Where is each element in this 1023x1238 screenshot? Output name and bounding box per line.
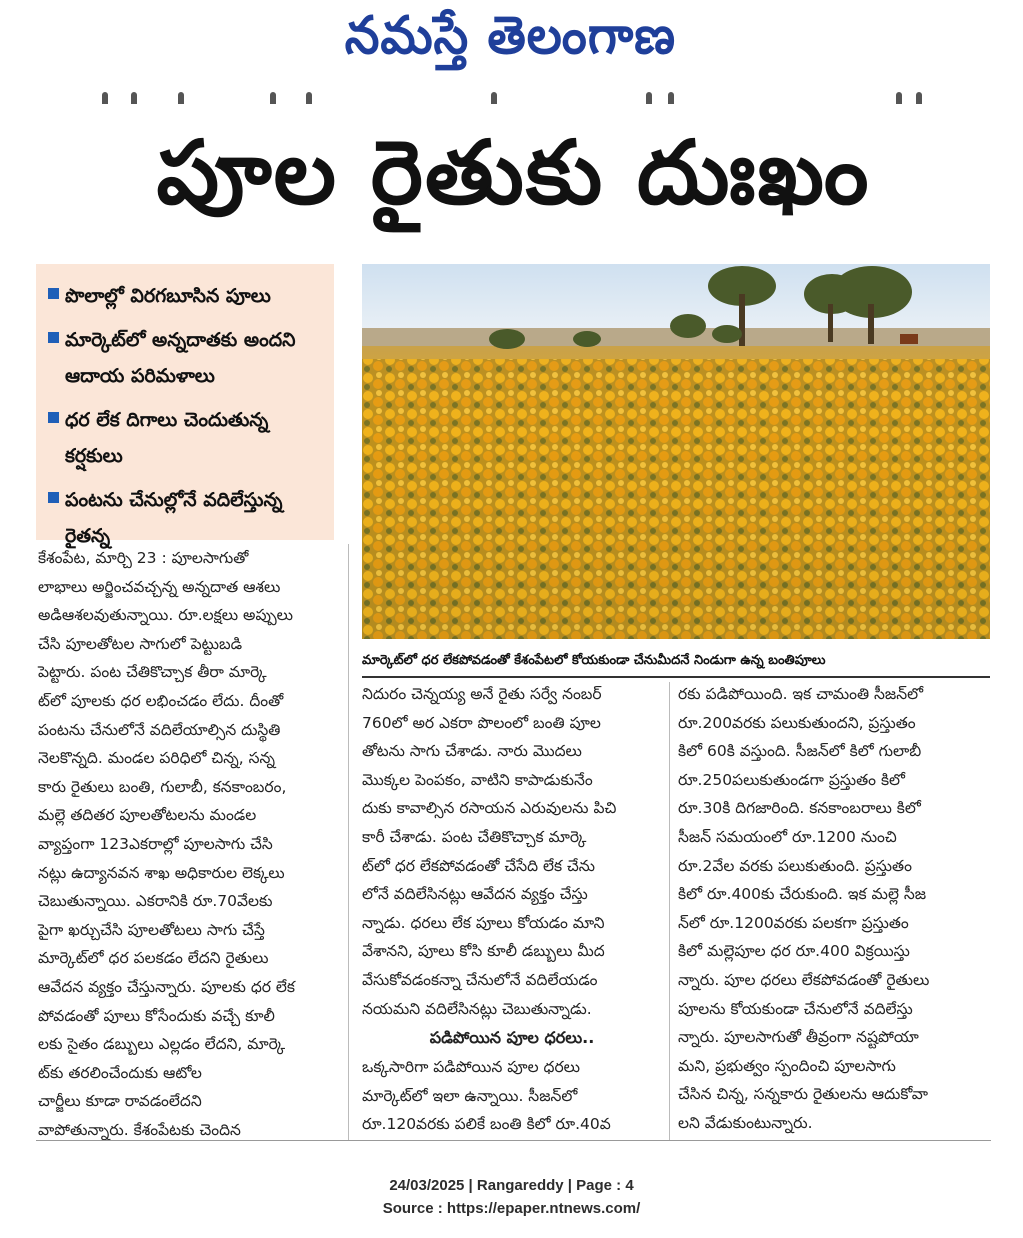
- highlight-item: [48, 322, 324, 394]
- headline-text: పూల రైతుకు దుఃఖం: [156, 120, 871, 224]
- article-column-1: [38, 544, 338, 1144]
- marigold-field-photo: [362, 264, 990, 639]
- highlight-text: ధర లేక దిగాలు చెందుతున్న కర్షకులు: [65, 409, 269, 467]
- highlight-item: [48, 278, 324, 314]
- footer-source-line: Source : https://epaper.ntnews.com/: [382, 1200, 641, 1217]
- masthead: [300, 6, 720, 78]
- highlight-text: పంటను చేనుల్లోనే వదిలేస్తున్న రైతన్న: [65, 489, 283, 547]
- square-bullet-icon: [48, 332, 59, 343]
- square-bullet-icon: [48, 288, 59, 299]
- highlight-text: మార్కెట్‌లో అన్నదాతకు అందని ఆదాయ పరిమళాలు: [65, 329, 296, 387]
- highlight-text: పొలాల్లో విరగబూసిన పూలు: [65, 285, 271, 307]
- caption-divider: [362, 676, 990, 678]
- column-divider: [669, 682, 670, 1140]
- photo-caption: మార్కెట్‌లో ధర లేకపోవడంతో కేశంపేటలో కోయకుండా చేనుమీదనే నిండుగా ఉన్న బంతిపూలు: [362, 653, 826, 668]
- cropped-text-strip: [38, 92, 988, 106]
- highlights-box: [36, 264, 334, 547]
- square-bullet-icon: [48, 492, 59, 503]
- masthead-title: నమస్తే తెలంగాణ: [344, 5, 676, 66]
- article-paragraph: నిదురం చెన్నయ్య అనే రైతు సర్వే నంబర్ 760లో అర ఎకరా పొలంలో బంతి పూల తోటను సాగు చేశాడు. నారు మొదలు మొక్కల పెంపకం, వాటిని కాపాడుకునేం దుకు కావాల్సిన రసాయన ఎరువులను పిచి కారీ చేశాడు. పంట చేతికొచ్చాక మార్కె ట్‌లో ధర లేకపోవడంతో చేసేది లేక చేను లోనే వదిలేసినట్లు ఆవేదన వ్యక్తం చేస్తు న్నాడు. ధరలు లేక పూలు కోయడం మాని వేశానని, పూలు కోసి కూలీ డబ్బులు మీద వేసుకోవడంకన్నా చేనులోనే వదిలేయడం నయమని వదిలేసినట్లు చెబుతున్నాడు.: [362, 685, 617, 1018]
- square-bullet-icon: [48, 412, 59, 423]
- article-paragraph: కేశంపేట, మార్చి 23 : పూలసాగుతో లాభాలు అర్జించవచ్చన్న అన్నదాత ఆశలు అడిఆశలవుతున్నాయి. రూ.లక్షలు అప్పులు చేసి పూలతోటల సాగులో పెట్టుబడి పెట్టారు. పంట చేతికొచ్చాక తీరా మార్కె ట్‌లో పూలకు ధర లభించడం లేదు. దీంతో పంటను చేనులోనే వదిలేయాల్సిన దుస్థితి నెలకొన్నది. మండల పరిధిలో చిన్న, సన్న కారు రైతులు బంతి, గులాబీ, కనకాంబరం, మల్లె తదితర పూలతోటలను మండల వ్యాప్తంగా 123ఎకరాల్లో పూలసాగు చేసి నట్లు ఉద్యానవన శాఖ అధికారుల లెక్కలు చెబుతున్నాయి. ఎకరానికి రూ.70వేలకు పైగా ఖర్చుచేసి పూలతోటలు సాగు చేస్తే మార్కెట్‌లో ధర పలకడం లేదని రైతులు ఆవేదన వ్యక్తం చేస్తున్నారు. పూలకు ధర లేక పోవడంతో పూలు కోసేందుకు వచ్చే కూలీ లకు సైతం డబ్బులు ఎల్లడం లేదని, మార్కె ట్‌కు తరలించేందుకు ఆటోల చార్జీలు కూడా రావడంలేదని వాపోతున్నారు. కేశంపేటకు చెందిన: [38, 549, 295, 1139]
- highlight-item: [48, 402, 324, 474]
- bottom-rule: [36, 1140, 991, 1141]
- article-paragraph: రకు పడిపోయింది. ఇక చామంతి సీజన్‌లో రూ.200వరకు పలుకుతుందని, ప్రస్తుతం కిలో 60కి వస్తుంది. సీజన్‌లో కిలో గులాబీ రూ.250పలుకుతుండగా ప్రస్తుతం కిలో రూ.30కి దిగజారింది. కనకాంబరాలు కిలో సీజన్ సమయంలో రూ.1200 నుంచి రూ.2వేల వరకు పలుకుతుంది. ప్రస్తుతం కిలో రూ.400కు చేరుకుంది. ఇక మల్లె సీజ న్‌లో రూ.1200వరకు పలకగా ప్రస్తుతం కిలో మల్లెపూల ధర రూ.400 విక్రయిస్తు న్నారు. పూల ధరలు లేకపోవడంతో రైతులు పూలను కోయకుండా చేనులోనే వదిలేస్తు న్నారు. పూలసాగుతో తీవ్రంగా నష్టపోయా మని, ప్రభుత్వం స్పందించి పూలసాగు చేసిన చిన్న, సన్నకారు రైతులను ఆదుకోవా లని వేడుకుంటున్నారు.: [678, 685, 930, 1132]
- section-subheading: పడిపోయిన పూల ధరలు..: [429, 1028, 595, 1048]
- article-paragraph: ఒక్కసారిగా పడిపోయిన పూల ధరలు మార్కెట్‌లో ఇలా ఉన్నాయి. సీజన్‌లో రూ.120వరకు పలికే బంతి కిలో రూ.40వ: [362, 1058, 611, 1134]
- footer-date-line: 24/03/2025 | Rangareddy | Page : 4: [389, 1177, 634, 1194]
- headline: [36, 118, 991, 248]
- column-divider: [348, 544, 349, 1140]
- article-column-2: [362, 680, 662, 1139]
- article-column-3: [678, 680, 990, 1138]
